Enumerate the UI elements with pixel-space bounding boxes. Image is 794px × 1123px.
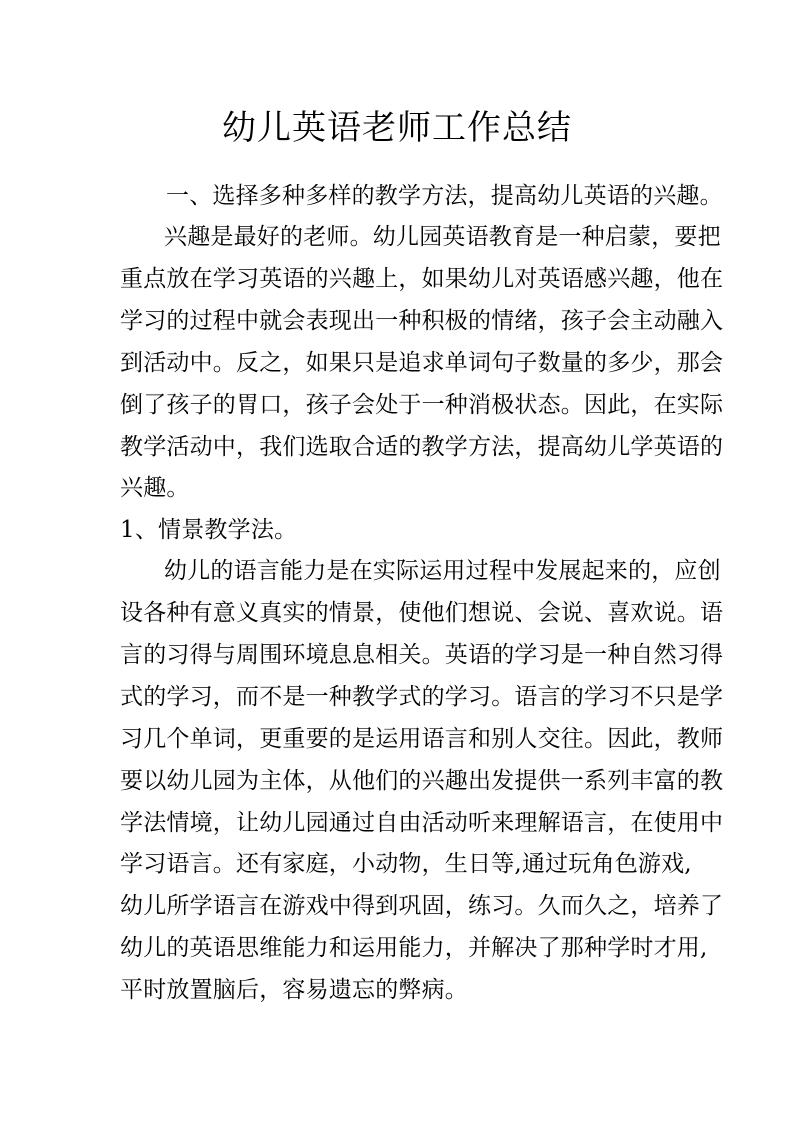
paragraph-line: 式的学习，而不是一种教学式的学习。语言的学习不只是学	[120, 684, 724, 710]
section-heading-1: 一、选择多种多样的教学方法，提高幼儿英语的兴趣。	[166, 183, 723, 209]
paragraph-line: 兴趣。	[120, 475, 190, 501]
paragraph-line: 设各种有意义真实的情景，使他们想说、会说、喜欢说。语	[120, 600, 724, 626]
paragraph-line: 教学活动中，我们选取合适的教学方法，提高幼儿学英语的	[120, 434, 724, 460]
paragraph-line: 要以幼儿园为主体，从他们的兴趣出发提供一系列丰富的教	[120, 768, 724, 794]
paragraph-line: 兴趣是最好的老师。幼儿园英语教育是一种启蒙，要把	[164, 224, 721, 250]
paragraph-line: 幼儿的语言能力是在实际运用过程中发展起来的，应创	[164, 558, 721, 584]
paragraph-line: 学法情境，让幼儿园通过自由活动听来理解语言，在使用中	[120, 810, 724, 836]
paragraph-line: 学习语言。还有家庭，小动物，生日等,通过玩角色游戏,	[120, 851, 692, 877]
paragraph-line: 学习的过程中就会表现出一种积极的情绪，孩子会主动融入	[120, 308, 724, 334]
paragraph-line: 幼儿的英语思维能力和运用能力，并解决了那种学时才用,	[120, 935, 708, 961]
document-title: 幼儿英语老师工作总结	[222, 108, 572, 148]
paragraph-line: 言的习得与周围环境息息相关。英语的学习是一种自然习得	[120, 642, 724, 668]
paragraph-line: 倒了孩子的胃口，孩子会处于一种消极状态。因此，在实际	[120, 392, 724, 418]
paragraph-line: 幼儿所学语言在游戏中得到巩固，练习。久而久之，培养了	[120, 893, 724, 919]
paragraph-line: 重点放在学习英语的兴趣上，如果幼儿对英语感兴趣，他在	[120, 266, 724, 292]
paragraph-line: 平时放置脑后，容易遗忘的弊病。	[120, 977, 468, 1003]
paragraph-line: 习几个单词，更重要的是运用语言和别人交往。因此，教师	[120, 726, 724, 752]
section-heading-2: 1、情景教学法。	[120, 517, 298, 543]
paragraph-line: 到活动中。反之，如果只是追求单词句子数量的多少，那会	[120, 350, 724, 376]
